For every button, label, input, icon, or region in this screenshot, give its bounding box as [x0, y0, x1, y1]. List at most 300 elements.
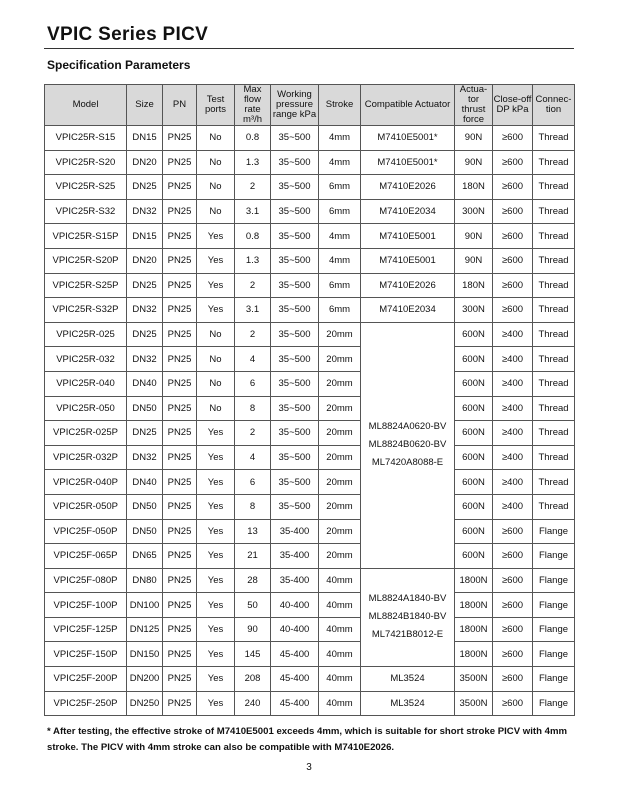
cell-dp: ≥600 — [493, 642, 533, 667]
cell-flow: 13 — [235, 519, 271, 544]
cell-model: VPIC25R-S15P — [45, 224, 127, 249]
cell-test: No — [197, 322, 235, 347]
cell-test: Yes — [197, 421, 235, 446]
cell-conn: Flange — [533, 667, 575, 692]
table-row — [45, 224, 575, 249]
cell-stroke: 20mm — [319, 421, 361, 446]
table-row — [45, 396, 575, 421]
cell-dp: ≥600 — [493, 298, 533, 323]
cell-pn: PN25 — [163, 470, 197, 495]
actuator-line: ML8824A1840-BV — [368, 593, 447, 605]
cell-thrust: 600N — [455, 445, 493, 470]
cell-thrust: 600N — [455, 494, 493, 519]
table-row — [45, 494, 575, 519]
cell-size: DN125 — [127, 617, 163, 642]
cell-thrust: 3500N — [455, 691, 493, 716]
cell-conn: Flange — [533, 642, 575, 667]
cell-flow: 0.8 — [235, 224, 271, 249]
table-row — [45, 642, 575, 667]
cell-test: No — [197, 150, 235, 175]
cell-size: DN50 — [127, 519, 163, 544]
cell-test: Yes — [197, 470, 235, 495]
cell-actuator: M7410E5001 — [361, 248, 455, 273]
cell-model: VPIC25R-050 — [45, 396, 127, 421]
cell-thrust: 1800N — [455, 568, 493, 593]
cell-conn: Thread — [533, 445, 575, 470]
cell-pressure: 35~500 — [271, 494, 319, 519]
table-row — [45, 519, 575, 544]
column-header-pn: PN — [163, 85, 197, 126]
cell-flow: 0.8 — [235, 126, 271, 151]
cell-thrust: 300N — [455, 298, 493, 323]
cell-dp: ≥600 — [493, 273, 533, 298]
cell-model: VPIC25F-250P — [45, 691, 127, 716]
cell-test: No — [197, 347, 235, 372]
cell-pressure: 35~500 — [271, 224, 319, 249]
cell-test: No — [197, 126, 235, 151]
cell-size: DN20 — [127, 248, 163, 273]
cell-pn: PN25 — [163, 519, 197, 544]
cell-conn: Thread — [533, 224, 575, 249]
cell-test: Yes — [197, 593, 235, 618]
cell-pressure: 35~500 — [271, 248, 319, 273]
cell-test: No — [197, 396, 235, 421]
cell-pn: PN25 — [163, 224, 197, 249]
cell-stroke: 20mm — [319, 396, 361, 421]
cell-stroke: 40mm — [319, 667, 361, 692]
cell-thrust: 180N — [455, 273, 493, 298]
cell-flow: 8 — [235, 494, 271, 519]
cell-model: VPIC25R-S20P — [45, 248, 127, 273]
cell-conn: Thread — [533, 322, 575, 347]
title-divider — [44, 48, 574, 49]
cell-pressure: 35-400 — [271, 568, 319, 593]
cell-size: DN80 — [127, 568, 163, 593]
cell-actuator: M7410E5001* — [361, 150, 455, 175]
cell-thrust: 3500N — [455, 667, 493, 692]
cell-pressure: 35~500 — [271, 347, 319, 372]
cell-flow: 21 — [235, 544, 271, 569]
cell-pressure: 35-400 — [271, 519, 319, 544]
cell-pn: PN25 — [163, 150, 197, 175]
actuator-line: ML8824B1840-BV — [368, 611, 447, 623]
cell-stroke: 6mm — [319, 298, 361, 323]
cell-pressure: 45-400 — [271, 691, 319, 716]
cell-dp: ≥600 — [493, 224, 533, 249]
cell-test: No — [197, 175, 235, 200]
cell-size: DN25 — [127, 273, 163, 298]
cell-pressure: 35~500 — [271, 273, 319, 298]
cell-conn: Thread — [533, 396, 575, 421]
cell-pn: PN25 — [163, 175, 197, 200]
cell-size: DN65 — [127, 544, 163, 569]
cell-test: No — [197, 199, 235, 224]
cell-conn: Flange — [533, 544, 575, 569]
cell-pn: PN25 — [163, 273, 197, 298]
cell-dp: ≥600 — [493, 617, 533, 642]
column-header-flow: Max flow rate m³/h — [235, 85, 271, 126]
column-header-size: Size — [127, 85, 163, 126]
cell-dp: ≥400 — [493, 396, 533, 421]
cell-actuator: M7410E5001 — [361, 224, 455, 249]
cell-flow: 90 — [235, 617, 271, 642]
cell-model: VPIC25F-200P — [45, 667, 127, 692]
cell-conn: Flange — [533, 593, 575, 618]
cell-dp: ≥600 — [493, 199, 533, 224]
cell-pressure: 35~500 — [271, 298, 319, 323]
table-row — [45, 347, 575, 372]
cell-pressure: 35-400 — [271, 544, 319, 569]
cell-size: DN150 — [127, 642, 163, 667]
cell-pn: PN25 — [163, 494, 197, 519]
cell-pn: PN25 — [163, 445, 197, 470]
cell-pn: PN25 — [163, 421, 197, 446]
cell-pn: PN25 — [163, 298, 197, 323]
cell-thrust: 90N — [455, 224, 493, 249]
cell-stroke: 4mm — [319, 224, 361, 249]
cell-flow: 208 — [235, 667, 271, 692]
cell-dp: ≥600 — [493, 126, 533, 151]
cell-pn: PN25 — [163, 642, 197, 667]
column-header-actuator: Compatible Actuator — [361, 85, 455, 126]
cell-model: VPIC25R-S20 — [45, 150, 127, 175]
cell-thrust: 1800N — [455, 593, 493, 618]
cell-stroke: 20mm — [319, 322, 361, 347]
table-row — [45, 248, 575, 273]
cell-pressure: 35~500 — [271, 126, 319, 151]
cell-pn: PN25 — [163, 248, 197, 273]
cell-size: DN50 — [127, 494, 163, 519]
cell-stroke: 20mm — [319, 347, 361, 372]
cell-thrust: 1800N — [455, 617, 493, 642]
cell-flow: 240 — [235, 691, 271, 716]
cell-dp: ≥600 — [493, 248, 533, 273]
cell-model: VPIC25R-040P — [45, 470, 127, 495]
cell-dp: ≥600 — [493, 691, 533, 716]
cell-model: VPIC25R-025P — [45, 421, 127, 446]
cell-dp: ≥400 — [493, 322, 533, 347]
table-row — [45, 126, 575, 151]
cell-stroke: 20mm — [319, 470, 361, 495]
table-row — [45, 150, 575, 175]
cell-test: Yes — [197, 568, 235, 593]
cell-pn: PN25 — [163, 568, 197, 593]
cell-size: DN25 — [127, 322, 163, 347]
table-row — [45, 617, 575, 642]
cell-model: VPIC25F-050P — [45, 519, 127, 544]
column-header-dp: Close-off DP kPa — [493, 85, 533, 126]
cell-flow: 2 — [235, 273, 271, 298]
cell-pressure: 35~500 — [271, 421, 319, 446]
table-row — [45, 322, 575, 347]
cell-pressure: 35~500 — [271, 445, 319, 470]
cell-test: Yes — [197, 691, 235, 716]
cell-dp: ≥600 — [493, 544, 533, 569]
cell-test: Yes — [197, 273, 235, 298]
cell-actuator: M7410E5001* — [361, 126, 455, 151]
cell-flow: 3.1 — [235, 298, 271, 323]
cell-pn: PN25 — [163, 347, 197, 372]
table-row — [45, 199, 575, 224]
cell-model: VPIC25F-100P — [45, 593, 127, 618]
cell-stroke: 6mm — [319, 199, 361, 224]
table-row — [45, 175, 575, 200]
cell-pn: PN25 — [163, 126, 197, 151]
cell-size: DN50 — [127, 396, 163, 421]
cell-pressure: 35~500 — [271, 322, 319, 347]
cell-conn: Flange — [533, 691, 575, 716]
cell-thrust: 600N — [455, 421, 493, 446]
page-title: VPIC Series PICV — [47, 24, 209, 45]
cell-stroke: 40mm — [319, 568, 361, 593]
footnote: * After testing, the effective stroke of M7410E5001 exceeds 4mm, which is suitable for short stroke PICV with 4mm stroke. The PICV with 4mm stroke can also be compatible with M7410E2026. — [47, 726, 568, 753]
cell-model: VPIC25F-125P — [45, 617, 127, 642]
cell-dp: ≥600 — [493, 150, 533, 175]
column-header-pressure: Working pressure range kPa — [271, 85, 319, 126]
cell-pressure: 35~500 — [271, 150, 319, 175]
cell-conn: Thread — [533, 175, 575, 200]
cell-pressure: 35~500 — [271, 371, 319, 396]
cell-flow: 3.1 — [235, 199, 271, 224]
cell-test: Yes — [197, 248, 235, 273]
cell-thrust: 600N — [455, 371, 493, 396]
cell-stroke: 20mm — [319, 544, 361, 569]
cell-conn: Flange — [533, 519, 575, 544]
cell-thrust: 300N — [455, 199, 493, 224]
actuator-line: ML8824A0620-BV — [368, 421, 447, 433]
cell-dp: ≥400 — [493, 445, 533, 470]
cell-test: Yes — [197, 519, 235, 544]
cell-flow: 1.3 — [235, 248, 271, 273]
cell-size: DN32 — [127, 445, 163, 470]
cell-test: Yes — [197, 494, 235, 519]
cell-flow: 6 — [235, 470, 271, 495]
cell-pressure: 40-400 — [271, 617, 319, 642]
cell-model: VPIC25R-S15 — [45, 126, 127, 151]
cell-test: Yes — [197, 544, 235, 569]
cell-conn: Thread — [533, 126, 575, 151]
cell-thrust: 600N — [455, 544, 493, 569]
cell-test: Yes — [197, 445, 235, 470]
cell-size: DN15 — [127, 224, 163, 249]
cell-size: DN32 — [127, 347, 163, 372]
table-row — [45, 691, 575, 716]
cell-conn: Thread — [533, 421, 575, 446]
cell-flow: 145 — [235, 642, 271, 667]
cell-pressure: 45-400 — [271, 667, 319, 692]
table-row — [45, 568, 575, 593]
cell-pn: PN25 — [163, 617, 197, 642]
cell-pn: PN25 — [163, 322, 197, 347]
cell-conn: Thread — [533, 494, 575, 519]
cell-thrust: 90N — [455, 248, 493, 273]
cell-actuator: M7410E2026 — [361, 175, 455, 200]
cell-actuator: M7410E2026 — [361, 273, 455, 298]
cell-conn: Thread — [533, 199, 575, 224]
cell-pn: PN25 — [163, 396, 197, 421]
cell-stroke: 40mm — [319, 691, 361, 716]
cell-thrust: 600N — [455, 519, 493, 544]
table-row — [45, 593, 575, 618]
cell-flow: 28 — [235, 568, 271, 593]
table-row — [45, 445, 575, 470]
cell-pressure: 35~500 — [271, 396, 319, 421]
cell-pressure: 35~500 — [271, 470, 319, 495]
cell-size: DN25 — [127, 175, 163, 200]
table-row — [45, 667, 575, 692]
actuator-line: ML8824B0620-BV — [368, 439, 447, 451]
cell-stroke: 40mm — [319, 593, 361, 618]
cell-conn: Thread — [533, 273, 575, 298]
cell-size: DN32 — [127, 298, 163, 323]
cell-test: No — [197, 371, 235, 396]
cell-flow: 2 — [235, 322, 271, 347]
cell-thrust: 600N — [455, 396, 493, 421]
table-row — [45, 371, 575, 396]
cell-stroke: 20mm — [319, 371, 361, 396]
cell-pressure: 40-400 — [271, 593, 319, 618]
column-header-model: Model — [45, 85, 127, 126]
cell-thrust: 600N — [455, 470, 493, 495]
cell-actuator: ML3524 — [361, 691, 455, 716]
table-row — [45, 544, 575, 569]
cell-model: VPIC25R-040 — [45, 371, 127, 396]
actuator-line: ML7421B8012-E — [371, 629, 444, 641]
cell-flow: 50 — [235, 593, 271, 618]
cell-pn: PN25 — [163, 593, 197, 618]
spec-table — [44, 84, 575, 716]
cell-size: DN40 — [127, 470, 163, 495]
cell-stroke: 20mm — [319, 519, 361, 544]
cell-flow: 6 — [235, 371, 271, 396]
cell-dp: ≥600 — [493, 519, 533, 544]
cell-test: Yes — [197, 224, 235, 249]
cell-dp: ≥600 — [493, 568, 533, 593]
cell-model: VPIC25R-025 — [45, 322, 127, 347]
cell-model: VPIC25R-032 — [45, 347, 127, 372]
cell-flow: 1.3 — [235, 150, 271, 175]
cell-thrust: 180N — [455, 175, 493, 200]
cell-dp: ≥400 — [493, 347, 533, 372]
column-header-thrust: Actua-tor thrust force — [455, 85, 493, 126]
cell-flow: 4 — [235, 445, 271, 470]
cell-flow: 4 — [235, 347, 271, 372]
cell-test: Yes — [197, 667, 235, 692]
cell-conn: Flange — [533, 568, 575, 593]
cell-thrust: 90N — [455, 126, 493, 151]
cell-stroke: 4mm — [319, 150, 361, 175]
cell-size: DN25 — [127, 421, 163, 446]
cell-dp: ≥600 — [493, 593, 533, 618]
cell-actuator-group — [361, 322, 455, 568]
table-header-row — [45, 85, 575, 126]
cell-thrust: 600N — [455, 322, 493, 347]
cell-model: VPIC25F-065P — [45, 544, 127, 569]
cell-actuator: ML3524 — [361, 667, 455, 692]
column-header-stroke: Stroke — [319, 85, 361, 126]
cell-stroke: 6mm — [319, 273, 361, 298]
cell-test: Yes — [197, 617, 235, 642]
cell-test: Yes — [197, 642, 235, 667]
cell-conn: Flange — [533, 617, 575, 642]
cell-stroke: 20mm — [319, 445, 361, 470]
cell-pressure: 45-400 — [271, 642, 319, 667]
cell-stroke: 6mm — [319, 175, 361, 200]
table-row — [45, 421, 575, 446]
cell-model: VPIC25R-S32 — [45, 199, 127, 224]
cell-dp: ≥600 — [493, 175, 533, 200]
cell-pn: PN25 — [163, 667, 197, 692]
cell-pn: PN25 — [163, 544, 197, 569]
cell-conn: Thread — [533, 347, 575, 372]
cell-flow: 2 — [235, 421, 271, 446]
cell-actuator: M7410E2034 — [361, 298, 455, 323]
section-heading: Specification Parameters — [47, 58, 191, 72]
cell-model: VPIC25R-050P — [45, 494, 127, 519]
cell-thrust: 1800N — [455, 642, 493, 667]
cell-stroke: 20mm — [319, 494, 361, 519]
cell-test: Yes — [197, 298, 235, 323]
cell-stroke: 4mm — [319, 248, 361, 273]
cell-model: VPIC25F-080P — [45, 568, 127, 593]
cell-thrust: 90N — [455, 150, 493, 175]
cell-pn: PN25 — [163, 371, 197, 396]
cell-size: DN250 — [127, 691, 163, 716]
page-number: 3 — [306, 762, 312, 773]
cell-dp: ≥400 — [493, 494, 533, 519]
cell-model: VPIC25R-S25 — [45, 175, 127, 200]
cell-stroke: 40mm — [319, 617, 361, 642]
table-row — [45, 273, 575, 298]
cell-conn: Thread — [533, 470, 575, 495]
cell-model: VPIC25F-150P — [45, 642, 127, 667]
cell-dp: ≥400 — [493, 470, 533, 495]
column-header-test: Test ports — [197, 85, 235, 126]
cell-dp: ≥400 — [493, 371, 533, 396]
cell-pn: PN25 — [163, 199, 197, 224]
cell-dp: ≥600 — [493, 667, 533, 692]
cell-pn: PN25 — [163, 691, 197, 716]
cell-model: VPIC25R-S32P — [45, 298, 127, 323]
cell-stroke: 40mm — [319, 642, 361, 667]
cell-conn: Thread — [533, 298, 575, 323]
cell-conn: Thread — [533, 371, 575, 396]
cell-thrust: 600N — [455, 347, 493, 372]
table-row — [45, 298, 575, 323]
cell-size: DN32 — [127, 199, 163, 224]
cell-size: DN100 — [127, 593, 163, 618]
actuator-line: ML7420A8088-E — [371, 457, 444, 469]
cell-model: VPIC25R-032P — [45, 445, 127, 470]
table-row — [45, 470, 575, 495]
cell-flow: 8 — [235, 396, 271, 421]
cell-stroke: 4mm — [319, 126, 361, 151]
cell-actuator-group — [361, 568, 455, 666]
column-header-conn: Connec-tion — [533, 85, 575, 126]
cell-size: DN200 — [127, 667, 163, 692]
cell-conn: Thread — [533, 248, 575, 273]
cell-conn: Thread — [533, 150, 575, 175]
cell-size: DN20 — [127, 150, 163, 175]
cell-pressure: 35~500 — [271, 175, 319, 200]
cell-model: VPIC25R-S25P — [45, 273, 127, 298]
cell-size: DN40 — [127, 371, 163, 396]
cell-dp: ≥400 — [493, 421, 533, 446]
cell-size: DN15 — [127, 126, 163, 151]
cell-flow: 2 — [235, 175, 271, 200]
cell-actuator: M7410E2034 — [361, 199, 455, 224]
cell-pressure: 35~500 — [271, 199, 319, 224]
